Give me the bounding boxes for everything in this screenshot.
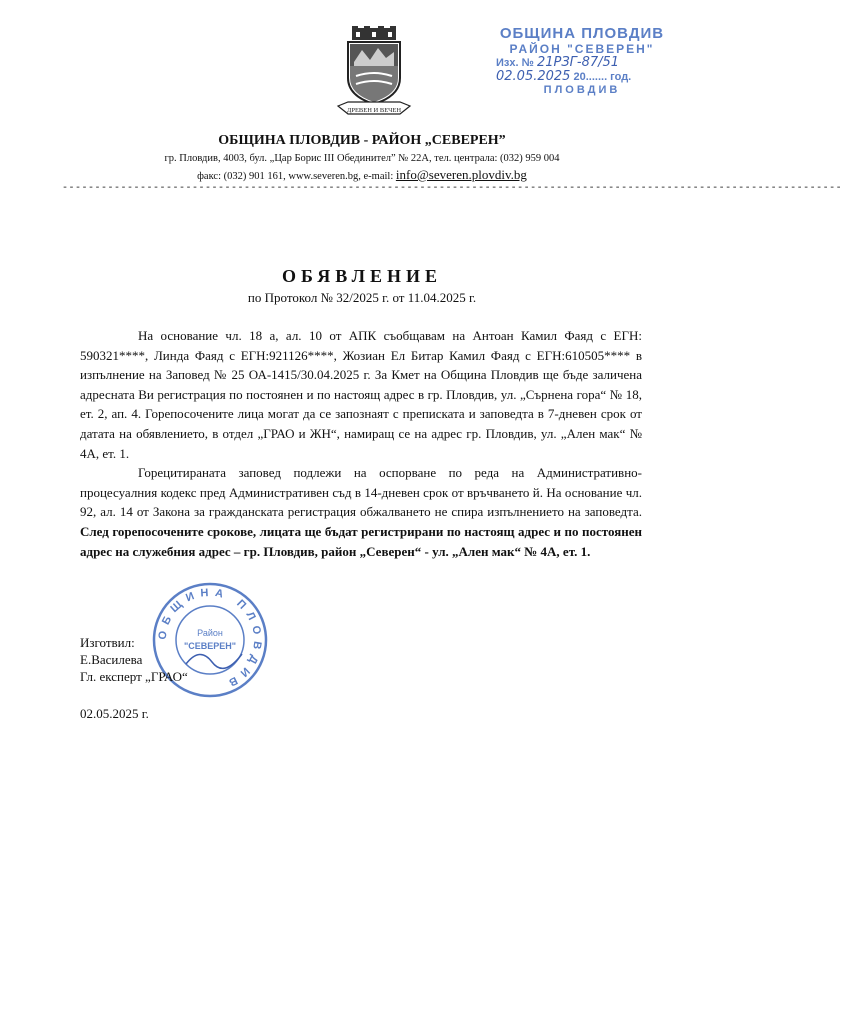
document-subtitle: по Протокол № 32/2025 г. от 11.04.2025 г. bbox=[247, 290, 477, 305]
contact-info: факс: (032) 901 161, www.severen.bg, e-mail: bbox=[197, 171, 396, 182]
paragraph-2-bold: След горепосочените срокове, лицата ще бъдат регистрирани по настоящ адрес и по постоянен адрес на служебния адрес – гр. Пловдив, район „Северен“ - ул. „Ален мак“ № 4А, ет. 1. bbox=[80, 523, 642, 559]
stamp-number-value: 21РЗГ-87/51 bbox=[536, 55, 620, 70]
organization-address: гр. Пловдив, 4003, бул. „Цар Борис III Обединител” № 22А, тел. централа: (032) 959 004 bbox=[164, 153, 560, 164]
stamp-city-line: ПЛОВДИВ bbox=[543, 84, 621, 96]
stamp-date-line bbox=[482, 70, 682, 84]
announcement-body bbox=[80, 326, 642, 561]
stamp-year-label: 20....... год. bbox=[573, 71, 632, 83]
stamp-date-value: 02.05.2025 bbox=[496, 69, 571, 84]
paragraph-2 bbox=[80, 463, 642, 561]
stamp-number-label: Изх. № bbox=[496, 57, 534, 69]
preparer-name: Е.Василева bbox=[80, 652, 143, 667]
paragraph-2-text: Горецитираната заповед подлежи на оспорване по реда на Административно-процесуалния кодекс пред Административен съд в 14-дневен срок от връчването й. На основание чл. 92, ал. 14 от Закона за гражданската регистрация обжалването не спира изпълнението на заповедта. bbox=[80, 465, 642, 520]
stamp-inner-top: Район bbox=[197, 628, 223, 638]
organization-name: ОБЩИНА ПЛОВДИВ - РАЙОН „СЕВЕРЕН” bbox=[218, 133, 506, 148]
registration-stamp bbox=[482, 26, 682, 106]
separator-line: ------------------------------------------------------------------------------------------------------------------------ bbox=[62, 183, 842, 194]
preparer-position: Гл. експерт „ГРАО“ bbox=[80, 669, 188, 684]
email-link[interactable]: info@severen.plovdiv.bg bbox=[395, 167, 527, 182]
prepared-by-label: Изготвил: bbox=[80, 635, 135, 650]
stamp-district-line: РАЙОН "СЕВЕРЕН" bbox=[509, 42, 655, 56]
stamp-org-line: ОБЩИНА ПЛОВДИВ bbox=[499, 25, 665, 42]
signature-block bbox=[80, 634, 188, 685]
stamp-number-line bbox=[482, 56, 682, 70]
stamp-inner-bottom: "СЕВЕРЕН" bbox=[183, 641, 237, 651]
stamp-outer-text: ОБЩИНА ПЛОВДИВ bbox=[156, 586, 264, 691]
paragraph-1: На основание чл. 18 а, ал. 10 от АПК съобщавам на Антоан Камил Фаяд с ЕГН: 590321****, Линда Фаяд с ЕГН:921126****, Жозиан Ел Битар Камил Фаяд с ЕГН:610505**** в изпълнение на Заповед № 25 ОА-1415/30.04.2025 г. За Кмет на Община Пловдив ще бъде заличена адресната Ви регистрация по постоянен и по настоящ адрес в гр. Пловдив, ул. „Сърнена гора“ № 18, ет. 2, ап. 4. Горепосочените лица могат да се запознаят с преписката и заповедта в 7-дневен срок от датата на обявлението, в отдел „ГРАО и ЖН“, намиращ се на адрес гр. Пловдив, ул. „Ален мак“ № 4А, ет. 1. bbox=[80, 328, 642, 461]
crest-motto: ДРЕВЕН И ВЕЧЕН bbox=[346, 107, 402, 114]
coat-of-arms-logo bbox=[334, 26, 414, 118]
document-date: 02.05.2025 г. bbox=[80, 706, 149, 721]
handwritten-signature bbox=[186, 654, 242, 668]
document-title: ОБЯВЛЕНИЕ bbox=[281, 266, 443, 286]
organization-contact bbox=[0, 167, 724, 183]
